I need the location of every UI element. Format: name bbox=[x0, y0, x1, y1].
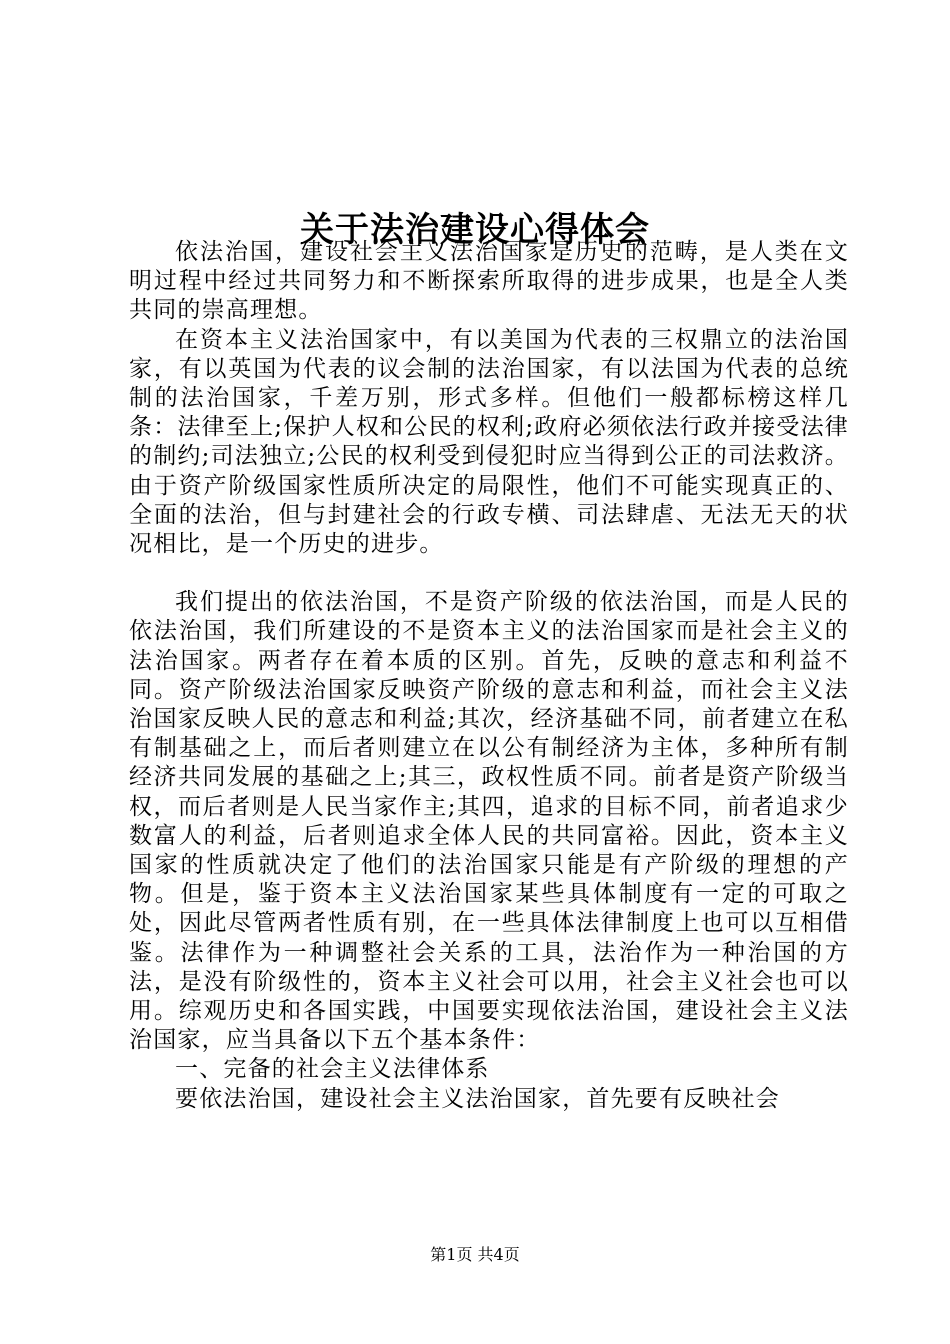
paragraph-socialist-rule-of-law: 我们提出的依法治国，不是资产阶级的依法治国，而是人民的依法治国，我们所建设的不是资本主义的法治国家而是社会主义的法治国家。两者存在着本质的区别。首先，反映的意志和利益不同。资产阶级法治国家反映资产阶级的意志和利益，而社会主义法治国家反映人民的意志和利益;其次，经济基础不同，前者建立在私有制基础之上，而后者则建立在以公有制经济为主体，多种所有制经济共同发展的基础之上;其三，政权性质不同。前者是资产阶级当权，而后者则是人民当家作主;其四，追求的目标不同，前者追求少数富人的利益，后者则追求全体人民的共同富裕。因此，资本主义国家的性质就决定了他们的法治国家只能是有产阶级的理想的产物。但是，鉴于资本主义法治国家某些具体制度有一定的可取之处，因此尽管两者性质有别，在一些具体法律制度上也可以互相借鉴。法律作为一种调整社会关系的工具，法治作为一种治国的方法，是没有阶级性的，资本主义社会可以用，社会主义社会也可以用。综观历史和各国实践，中国要实现依法治国，建设社会主义法治国家，应当具备以下五个基本条件： bbox=[129, 589, 849, 1054]
page-footer: 第1页 共4页 bbox=[430, 1245, 520, 1264]
paragraph-capitalist-rule-of-law: 在资本主义法治国家中，有以美国为代表的三权鼎立的法治国家，有以英国为代表的议会制的法治国家，有以法国为代表的总统制的法治国家，千差万别，形式多样。但他们一般都标榜这样几条：法律至上;保护人权和公民的权利;政府必须依法行政并接受法律的制约;司法独立;公民的权利受到侵犯时应当得到公正的司法救济。由于资产阶级国家性质所决定的局限性，他们不可能实现真正的、全面的法治，但与封建社会的行政专横、司法肆虐、无法无天的状况相比，是一个历史的进步。 bbox=[129, 326, 849, 558]
paragraph-intro: 依法治国，建设社会主义法治国家是历史的范畴，是人类在文明过程中经过共同努力和不断探索所取得的进步成果，也是全人类共同的崇高理想。 bbox=[129, 239, 849, 324]
document-title: 关于法治建设心得体会 bbox=[300, 209, 650, 250]
paragraph-legal-system: 要依法治国，建设社会主义法治国家，首先要有反映社会 bbox=[175, 1085, 780, 1112]
section-heading-legal-system: 一、完备的社会主义法律体系 bbox=[175, 1056, 490, 1083]
document-body bbox=[129, 238, 849, 1114]
